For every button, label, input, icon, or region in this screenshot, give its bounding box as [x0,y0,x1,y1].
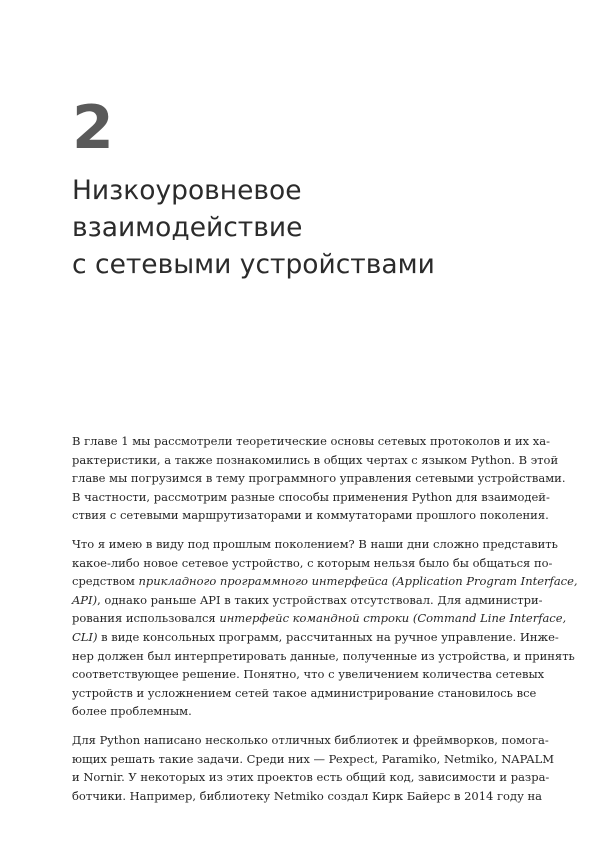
text-line: какое-либо новое сетевое устройство, с которым нельзя было бы общаться по- [72,555,553,570]
text-line: ботчики. Например, библиотеку Netmiko создал Кирк Байерс в 2014 году на [72,788,543,803]
paragraph-libraries [72,731,554,805]
italic-term: API) [72,592,98,607]
text-run: средством [72,574,139,589]
text-line: ющих решать такие задачи. Среди них — Pexpect, Paramiko, Netmiko, NAPALM [72,751,554,766]
chapter-title-line: Низкоуровневое [72,175,302,206]
body-text [72,432,578,815]
italic-term: CLI) [72,629,98,644]
chapter-title-line: взаимодействие [72,212,303,243]
paragraph-intro [72,432,566,525]
text-line: устройств и усложнением сетей такое администрирование становилось все [72,685,537,700]
chapter-title-line: с сетевыми устройствами [72,249,435,280]
text-run: в виде консольных программ, рассчитанных на ручное управление. Инже- [97,629,559,644]
text-run: рования использовался [72,611,220,626]
text-line: рактеристики, а также познакомились в общих чертах с языком Python. В этой [72,452,559,467]
text-line [72,609,567,628]
text-line: В частности, рассмотрим разные способы применения Python для взаимодей- [72,489,550,504]
italic-term: интерфейс командной строки (Command Line Interface, [219,611,567,626]
text-line [72,628,559,647]
text-line: главе мы погрузимся в тему программного управления сетевыми устройствами. [72,471,566,486]
text-line [72,591,543,610]
text-line: В главе 1 мы рассмотрели теоретические основы сетевых протоколов и их ха- [72,434,551,448]
text-line: Что я имею в виду под прошлым поколением? В наши дни сложно представить [72,536,558,551]
chapter-number: 2 [72,93,114,163]
text-line: соответствующее решение. Понятно, что с увеличением количества сетевых [72,667,545,682]
text-line: и Nornir. У некоторых из этих проектов есть общий код, зависимости и разра- [72,770,550,785]
italic-term: прикладного программного интерфейса (Application Program Interface, [138,574,578,589]
text-line: ствия с сетевыми маршрутизаторами и коммутаторами прошлого поколения. [72,508,549,523]
text-line: более проблемным. [72,704,192,719]
text-line: Для Python написано несколько отличных библиотек и фреймворков, помога- [72,732,549,747]
chapter-title [72,172,542,283]
paragraph-legacy [72,535,578,721]
text-run: , однако раньше API в таких устройствах отсутствовал. Для администри- [97,592,543,607]
text-line: нер должен был интерпретировать данные, полученные из устройства, и принять [72,648,575,663]
text-line [72,572,578,591]
